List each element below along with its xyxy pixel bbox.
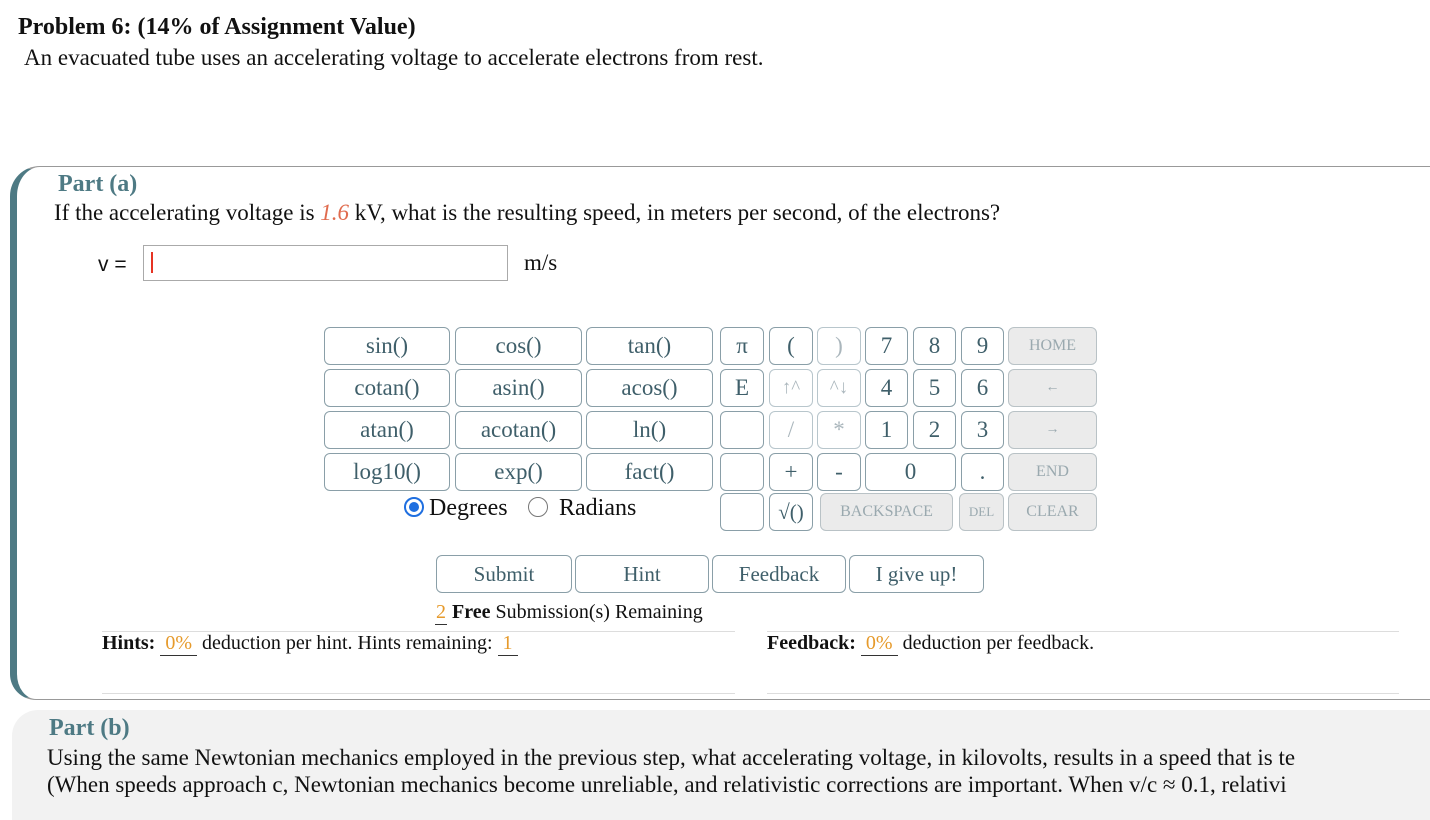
- blank-button-2[interactable]: [720, 453, 764, 491]
- pi-button[interactable]: π: [720, 327, 764, 365]
- answer-unit: m/s: [524, 250, 558, 275]
- asin-button[interactable]: asin(): [455, 369, 582, 407]
- degrees-label: Degrees: [429, 495, 508, 521]
- exp-button[interactable]: exp(): [455, 453, 582, 491]
- tan-button[interactable]: tan(): [586, 327, 713, 365]
- end-button[interactable]: END: [1008, 453, 1097, 491]
- divide-button[interactable]: /: [769, 411, 813, 449]
- hint-button[interactable]: Hint: [575, 555, 709, 593]
- feedback-info: Feedback: 0% deduction per feedback.: [767, 632, 1095, 654]
- problem-description: An evacuated tube uses an accelerating voltage to accelerate electrons from rest.: [24, 45, 764, 70]
- degrees-radio[interactable]: [404, 497, 424, 517]
- fact-button[interactable]: fact(): [586, 453, 713, 491]
- blank-button-3[interactable]: [720, 493, 764, 531]
- digit-3-button[interactable]: 3: [961, 411, 1004, 449]
- blank-button-1[interactable]: [720, 411, 764, 449]
- part-a-question: If the accelerating voltage is 1.6 kV, what is the resulting speed, in meters per second, of the electrons?: [54, 200, 1001, 225]
- sin-button[interactable]: sin(): [324, 327, 450, 365]
- cursor-right-button[interactable]: →: [1008, 411, 1097, 449]
- digit-7-button[interactable]: 7: [865, 327, 908, 365]
- digit-8-button[interactable]: 8: [913, 327, 956, 365]
- atan-button[interactable]: atan(): [324, 411, 450, 449]
- superscript-up-button[interactable]: ↑^: [769, 369, 813, 407]
- answer-variable-label: v =: [98, 253, 127, 276]
- feedback-divider-bottom: [767, 693, 1399, 694]
- minus-button[interactable]: -: [817, 453, 861, 491]
- part-b-question-line1: Using the same Newtonian mechanics employed in the previous step, what accelerating voltage, in kilovolts, results in a speed that is te: [47, 745, 1296, 770]
- plus-button[interactable]: +: [769, 453, 813, 491]
- digit-4-button[interactable]: 4: [865, 369, 908, 407]
- submissions-count: 2: [436, 601, 446, 623]
- problem-title: Problem 6: (14% of Assignment Value): [18, 14, 416, 40]
- give-up-button[interactable]: I give up!: [849, 555, 984, 593]
- radians-label: Radians: [559, 495, 637, 521]
- digit-5-button[interactable]: 5: [913, 369, 956, 407]
- part-b-label: Part (b): [49, 715, 130, 741]
- submissions-remaining: 2 Free Submission(s) Remaining: [436, 601, 703, 623]
- hints-remaining-count: 1: [498, 632, 518, 656]
- voltage-value: 1.6: [320, 200, 350, 225]
- hints-divider-bottom: [102, 693, 735, 694]
- acotan-button[interactable]: acotan(): [455, 411, 582, 449]
- log10-button[interactable]: log10(): [324, 453, 450, 491]
- text-cursor: [151, 252, 153, 273]
- feedback-deduction: 0%: [861, 632, 898, 656]
- digit-6-button[interactable]: 6: [961, 369, 1004, 407]
- part-b-question-line2: (When speeds approach c, Newtonian mechanics become unreliable, and relativistic corrections are important. When v/c ≈ 0.1, relativi: [47, 772, 1287, 797]
- feedback-button[interactable]: Feedback: [712, 555, 846, 593]
- cursor-left-button[interactable]: ←: [1008, 369, 1097, 407]
- answer-input[interactable]: [143, 245, 508, 281]
- digit-9-button[interactable]: 9: [961, 327, 1004, 365]
- clear-button[interactable]: CLEAR: [1008, 493, 1097, 531]
- submit-button[interactable]: Submit: [436, 555, 572, 593]
- e-button[interactable]: E: [720, 369, 764, 407]
- digit-2-button[interactable]: 2: [913, 411, 956, 449]
- cos-button[interactable]: cos(): [455, 327, 582, 365]
- part-a-label: Part (a): [58, 171, 138, 197]
- acos-button[interactable]: acos(): [586, 369, 713, 407]
- sqrt-button[interactable]: √(): [769, 493, 813, 531]
- multiply-button[interactable]: *: [817, 411, 861, 449]
- cotan-button[interactable]: cotan(): [324, 369, 450, 407]
- decimal-button[interactable]: .: [961, 453, 1004, 491]
- left-paren-button[interactable]: (: [769, 327, 813, 365]
- hint-deduction: 0%: [160, 632, 197, 656]
- right-paren-button[interactable]: ): [817, 327, 861, 365]
- ln-button[interactable]: ln(): [586, 411, 713, 449]
- delete-button[interactable]: DEL: [959, 493, 1004, 531]
- digit-1-button[interactable]: 1: [865, 411, 908, 449]
- digit-0-button[interactable]: 0: [865, 453, 956, 491]
- backspace-button[interactable]: BACKSPACE: [820, 493, 953, 531]
- superscript-down-button[interactable]: ^↓: [817, 369, 861, 407]
- home-button[interactable]: HOME: [1008, 327, 1097, 365]
- hints-info: Hints: 0% deduction per hint. Hints remaining: 1: [102, 632, 518, 656]
- radians-radio[interactable]: [528, 497, 548, 517]
